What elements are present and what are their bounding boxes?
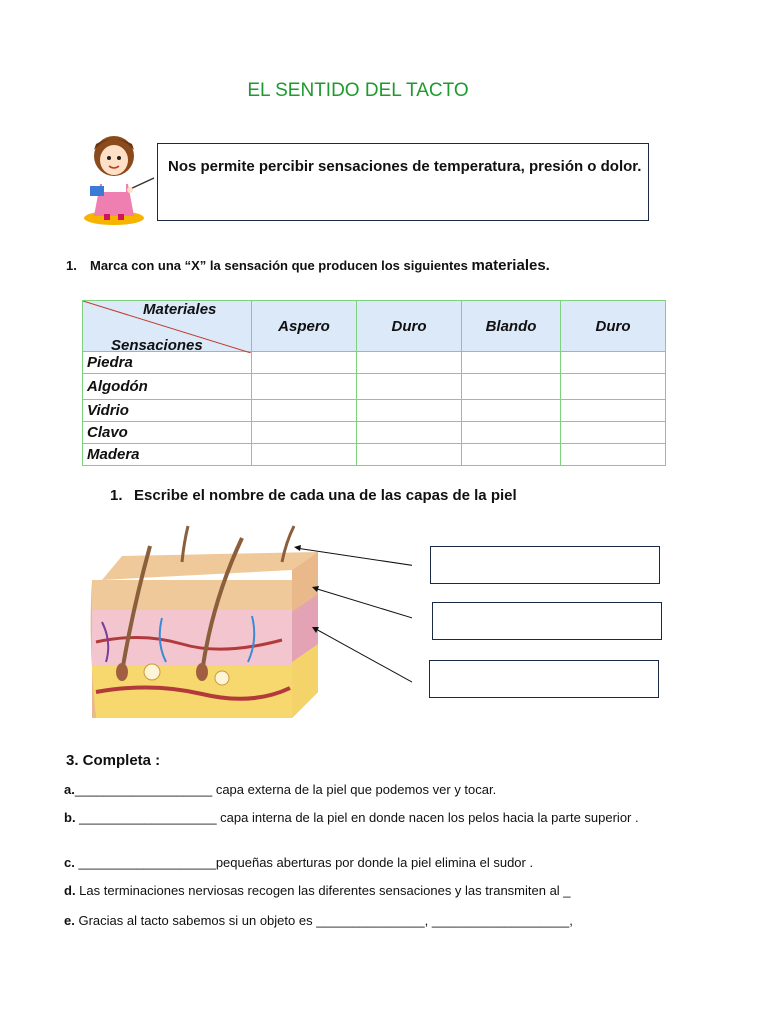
column-header: Duro: [357, 301, 462, 352]
row-label: Vidrio: [83, 400, 252, 422]
teacher-illustration: [78, 124, 160, 226]
answer-cell[interactable]: [462, 400, 561, 422]
column-group-label: Materiales: [143, 301, 217, 318]
skin-layers-diagram: [82, 522, 412, 722]
answer-cell[interactable]: [357, 444, 462, 466]
question-text: Marca con una “X” la sensación que producen los siguientes: [90, 258, 468, 273]
answer-cell[interactable]: [252, 374, 357, 400]
row-label: Clavo: [83, 422, 252, 444]
answer-cell[interactable]: [462, 374, 561, 400]
table-row: [83, 422, 666, 444]
column-header: Blando: [462, 301, 561, 352]
item-text: ___________________pequeñas aberturas por donde la piel elimina el sudor .: [74, 855, 534, 870]
item-letter: b.: [64, 810, 76, 825]
column-header: Aspero: [252, 301, 357, 352]
question-3-title: 3. Completa :: [66, 752, 161, 769]
row-label: Piedra: [83, 352, 252, 374]
answer-cell[interactable]: [561, 444, 666, 466]
table-row: [83, 400, 666, 422]
answer-cell[interactable]: [252, 400, 357, 422]
answer-cell[interactable]: [462, 352, 561, 374]
question-number: 1.: [66, 258, 77, 273]
row-label: Madera: [83, 444, 252, 466]
answer-cell[interactable]: [357, 352, 462, 374]
question-text-emphasis: materiales.: [471, 257, 550, 274]
answer-cell[interactable]: [462, 422, 561, 444]
completion-item: [64, 809, 654, 827]
item-letter: d.: [64, 883, 76, 898]
skin-layer-answer-2[interactable]: [432, 602, 662, 640]
answer-cell[interactable]: [357, 374, 462, 400]
row-label: Algodón: [83, 374, 252, 400]
item-text: ___________________ capa externa de la piel que podemos ver y tocar.: [74, 782, 497, 797]
answer-cell[interactable]: [357, 422, 462, 444]
item-letter: a.: [64, 782, 75, 797]
question-1: [66, 257, 550, 274]
answer-cell[interactable]: [561, 400, 666, 422]
answer-cell[interactable]: [357, 400, 462, 422]
definition-text: Nos permite percibir sensaciones de temperatura, presión o dolor.: [168, 158, 642, 175]
question-text: Escribe el nombre de cada una de las capas de la piel: [134, 487, 517, 504]
answer-cell[interactable]: [462, 444, 561, 466]
answer-cell[interactable]: [252, 352, 357, 374]
question-number: 1.: [110, 487, 123, 504]
item-text: Las terminaciones nerviosas recogen las diferentes sensaciones y las transmiten al _: [75, 883, 571, 898]
table-row: [83, 444, 666, 466]
skin-layer-answer-3[interactable]: [429, 660, 659, 698]
table-row: [83, 374, 666, 400]
table-corner-header: [83, 301, 252, 352]
item-letter: e.: [64, 913, 75, 928]
completion-item: [64, 882, 664, 900]
definition-box: [157, 143, 649, 221]
table-row: [83, 352, 666, 374]
item-text: ___________________ capa interna de la piel en donde nacen los pelos hacia la parte superior .: [75, 810, 639, 825]
answer-cell[interactable]: [561, 374, 666, 400]
answer-cell[interactable]: [561, 422, 666, 444]
answer-cell[interactable]: [561, 352, 666, 374]
skin-layer-answer-1[interactable]: [430, 546, 660, 584]
item-letter: c.: [64, 855, 75, 870]
question-2: [110, 487, 517, 504]
column-header: Duro: [561, 301, 666, 352]
item-text: Gracias al tacto sabemos si un objeto es _______________, ___________________,: [74, 913, 573, 928]
answer-cell[interactable]: [252, 422, 357, 444]
answer-cell[interactable]: [252, 444, 357, 466]
page-title: EL SENTIDO DEL TACTO: [247, 80, 469, 101]
completion-item: [64, 781, 664, 799]
sensations-table: [82, 300, 666, 466]
completion-item: [64, 854, 664, 872]
completion-item: [64, 912, 664, 930]
row-group-label: Sensaciones: [111, 337, 203, 354]
